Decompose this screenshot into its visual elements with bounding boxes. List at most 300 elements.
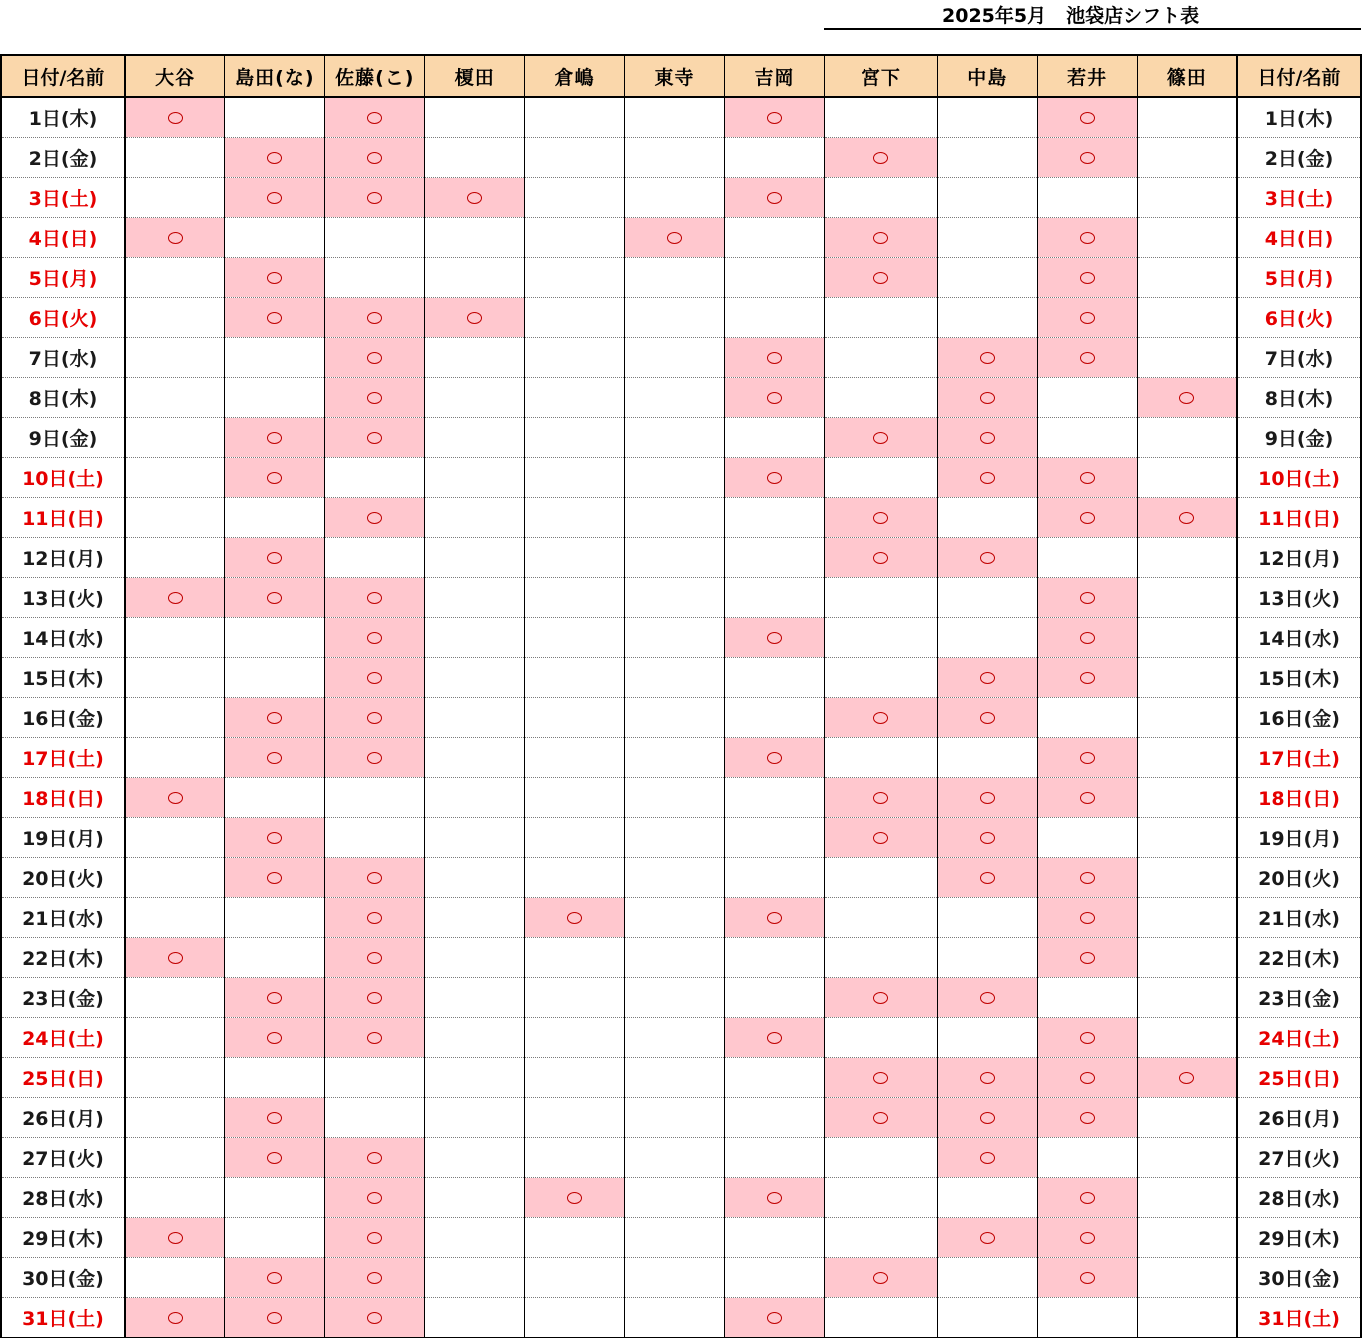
shift-cell[interactable] <box>225 138 325 178</box>
shift-cell[interactable] <box>937 978 1037 1018</box>
shift-cell[interactable] <box>824 258 937 298</box>
shift-cell[interactable] <box>225 298 325 338</box>
date-cell-left[interactable]: 12日(月) <box>1 538 125 578</box>
shift-cell[interactable] <box>425 618 525 658</box>
header-staff[interactable]: 佐藤(こ) <box>325 55 425 97</box>
shift-cell[interactable] <box>725 818 825 858</box>
shift-cell[interactable] <box>625 418 725 458</box>
shift-cell[interactable] <box>824 938 937 978</box>
shift-cell[interactable] <box>225 858 325 898</box>
shift-cell[interactable] <box>1037 1218 1137 1258</box>
shift-cell[interactable] <box>425 818 525 858</box>
shift-cell[interactable] <box>1137 97 1237 138</box>
date-cell-left[interactable]: 23日(金) <box>1 978 125 1018</box>
shift-cell[interactable] <box>325 858 425 898</box>
date-cell-right[interactable]: 9日(金) <box>1237 418 1361 458</box>
header-staff[interactable]: 宮下 <box>824 55 937 97</box>
shift-cell[interactable] <box>725 538 825 578</box>
shift-cell[interactable] <box>625 898 725 938</box>
shift-cell[interactable] <box>937 538 1037 578</box>
shift-cell[interactable] <box>425 938 525 978</box>
header-staff[interactable]: 若井 <box>1037 55 1137 97</box>
shift-cell[interactable] <box>425 858 525 898</box>
shift-cell[interactable] <box>1037 978 1137 1018</box>
shift-cell[interactable] <box>325 698 425 738</box>
shift-cell[interactable] <box>125 458 225 498</box>
shift-cell[interactable] <box>824 778 937 818</box>
shift-cell[interactable] <box>625 1178 725 1218</box>
shift-cell[interactable] <box>525 618 625 658</box>
shift-cell[interactable] <box>425 1258 525 1298</box>
shift-cell[interactable] <box>725 618 825 658</box>
date-cell-left[interactable]: 9日(金) <box>1 418 125 458</box>
shift-cell[interactable] <box>125 1018 225 1058</box>
shift-cell[interactable] <box>225 1098 325 1138</box>
shift-cell[interactable] <box>1137 1218 1237 1258</box>
shift-cell[interactable] <box>1037 698 1137 738</box>
shift-cell[interactable] <box>824 178 937 218</box>
shift-cell[interactable] <box>625 738 725 778</box>
shift-cell[interactable] <box>525 498 625 538</box>
shift-cell[interactable] <box>1137 258 1237 298</box>
shift-cell[interactable] <box>937 1298 1037 1338</box>
shift-cell[interactable] <box>225 938 325 978</box>
shift-cell[interactable] <box>525 178 625 218</box>
shift-cell[interactable] <box>525 1178 625 1218</box>
shift-cell[interactable] <box>125 1178 225 1218</box>
shift-cell[interactable] <box>937 138 1037 178</box>
shift-cell[interactable] <box>625 978 725 1018</box>
shift-cell[interactable] <box>725 1098 825 1138</box>
header-date-left[interactable]: 日付/名前 <box>1 55 125 97</box>
date-cell-right[interactable]: 29日(木) <box>1237 1218 1361 1258</box>
shift-cell[interactable] <box>937 418 1037 458</box>
shift-cell[interactable] <box>725 138 825 178</box>
shift-cell[interactable] <box>525 1058 625 1098</box>
shift-cell[interactable] <box>937 258 1037 298</box>
shift-cell[interactable] <box>1137 1178 1237 1218</box>
shift-cell[interactable] <box>725 1138 825 1178</box>
date-cell-left[interactable]: 21日(水) <box>1 898 125 938</box>
shift-cell[interactable] <box>725 1258 825 1298</box>
shift-cell[interactable] <box>625 538 725 578</box>
shift-cell[interactable] <box>225 1018 325 1058</box>
date-cell-right[interactable]: 6日(火) <box>1237 298 1361 338</box>
shift-cell[interactable] <box>225 258 325 298</box>
shift-cell[interactable] <box>1037 97 1137 138</box>
shift-cell[interactable] <box>525 818 625 858</box>
shift-cell[interactable] <box>525 938 625 978</box>
shift-cell[interactable] <box>425 698 525 738</box>
shift-cell[interactable] <box>1137 978 1237 1018</box>
shift-cell[interactable] <box>125 538 225 578</box>
shift-cell[interactable] <box>1137 138 1237 178</box>
shift-cell[interactable] <box>725 858 825 898</box>
shift-cell[interactable] <box>1137 938 1237 978</box>
date-cell-right[interactable]: 7日(水) <box>1237 338 1361 378</box>
shift-cell[interactable] <box>725 898 825 938</box>
shift-cell[interactable] <box>425 498 525 538</box>
shift-cell[interactable] <box>225 898 325 938</box>
shift-cell[interactable] <box>725 1178 825 1218</box>
shift-cell[interactable] <box>725 1298 825 1338</box>
shift-cell[interactable] <box>625 698 725 738</box>
shift-cell[interactable] <box>625 138 725 178</box>
shift-cell[interactable] <box>125 858 225 898</box>
shift-cell[interactable] <box>1137 1138 1237 1178</box>
date-cell-right[interactable]: 28日(水) <box>1237 1178 1361 1218</box>
shift-cell[interactable] <box>937 658 1037 698</box>
shift-cell[interactable] <box>937 378 1037 418</box>
shift-cell[interactable] <box>824 618 937 658</box>
shift-cell[interactable] <box>1137 898 1237 938</box>
shift-cell[interactable] <box>325 178 425 218</box>
date-cell-right[interactable]: 1日(木) <box>1237 97 1361 138</box>
date-cell-right[interactable]: 8日(木) <box>1237 378 1361 418</box>
shift-cell[interactable] <box>625 498 725 538</box>
shift-cell[interactable] <box>725 738 825 778</box>
shift-cell[interactable] <box>1037 458 1137 498</box>
date-cell-right[interactable]: 10日(土) <box>1237 458 1361 498</box>
date-cell-left[interactable]: 14日(水) <box>1 618 125 658</box>
shift-cell[interactable] <box>425 97 525 138</box>
shift-cell[interactable] <box>425 258 525 298</box>
shift-cell[interactable] <box>125 778 225 818</box>
shift-cell[interactable] <box>525 1258 625 1298</box>
header-staff[interactable]: 大谷 <box>125 55 225 97</box>
shift-cell[interactable] <box>425 1138 525 1178</box>
shift-cell[interactable] <box>525 1018 625 1058</box>
shift-cell[interactable] <box>1137 298 1237 338</box>
shift-cell[interactable] <box>325 578 425 618</box>
shift-cell[interactable] <box>725 1218 825 1258</box>
shift-cell[interactable] <box>125 578 225 618</box>
shift-cell[interactable] <box>725 778 825 818</box>
shift-cell[interactable] <box>824 378 937 418</box>
shift-cell[interactable] <box>125 618 225 658</box>
date-cell-left[interactable]: 24日(土) <box>1 1018 125 1058</box>
shift-cell[interactable] <box>425 138 525 178</box>
shift-cell[interactable] <box>625 658 725 698</box>
shift-cell[interactable] <box>425 738 525 778</box>
date-cell-left[interactable]: 22日(木) <box>1 938 125 978</box>
shift-cell[interactable] <box>725 498 825 538</box>
shift-cell[interactable] <box>325 498 425 538</box>
date-cell-left[interactable]: 16日(金) <box>1 698 125 738</box>
shift-cell[interactable] <box>425 898 525 938</box>
shift-cell[interactable] <box>1037 1178 1137 1218</box>
date-cell-right[interactable]: 12日(月) <box>1237 538 1361 578</box>
shift-cell[interactable] <box>625 1098 725 1138</box>
shift-cell[interactable] <box>824 698 937 738</box>
shift-cell[interactable] <box>824 97 937 138</box>
shift-cell[interactable] <box>625 938 725 978</box>
shift-cell[interactable] <box>625 818 725 858</box>
shift-cell[interactable] <box>525 1218 625 1258</box>
date-cell-right[interactable]: 4日(日) <box>1237 218 1361 258</box>
date-cell-right[interactable]: 13日(火) <box>1237 578 1361 618</box>
shift-cell[interactable] <box>1137 498 1237 538</box>
shift-cell[interactable] <box>824 978 937 1018</box>
shift-cell[interactable] <box>824 1098 937 1138</box>
shift-cell[interactable] <box>125 818 225 858</box>
shift-cell[interactable] <box>1037 1058 1137 1098</box>
shift-cell[interactable] <box>525 538 625 578</box>
shift-cell[interactable] <box>225 978 325 1018</box>
shift-cell[interactable] <box>625 1058 725 1098</box>
shift-cell[interactable] <box>937 498 1037 538</box>
shift-cell[interactable] <box>1037 1138 1137 1178</box>
shift-cell[interactable] <box>1137 778 1237 818</box>
date-cell-left[interactable]: 8日(木) <box>1 378 125 418</box>
shift-cell[interactable] <box>937 698 1037 738</box>
shift-cell[interactable] <box>425 418 525 458</box>
shift-cell[interactable] <box>625 298 725 338</box>
shift-cell[interactable] <box>1037 138 1137 178</box>
shift-cell[interactable] <box>125 338 225 378</box>
shift-cell[interactable] <box>937 1138 1037 1178</box>
shift-cell[interactable] <box>525 658 625 698</box>
shift-cell[interactable] <box>824 218 937 258</box>
shift-cell[interactable] <box>325 1098 425 1138</box>
shift-cell[interactable] <box>937 818 1037 858</box>
shift-cell[interactable] <box>1137 218 1237 258</box>
shift-cell[interactable] <box>125 738 225 778</box>
shift-cell[interactable] <box>824 138 937 178</box>
shift-cell[interactable] <box>824 738 937 778</box>
shift-cell[interactable] <box>625 1258 725 1298</box>
shift-cell[interactable] <box>1137 1058 1237 1098</box>
shift-cell[interactable] <box>1037 658 1137 698</box>
shift-cell[interactable] <box>824 578 937 618</box>
shift-cell[interactable] <box>525 778 625 818</box>
date-cell-left[interactable]: 31日(土) <box>1 1298 125 1338</box>
shift-cell[interactable] <box>625 778 725 818</box>
shift-cell[interactable] <box>1137 738 1237 778</box>
shift-cell[interactable] <box>425 658 525 698</box>
shift-cell[interactable] <box>625 378 725 418</box>
date-cell-right[interactable]: 30日(金) <box>1237 1258 1361 1298</box>
shift-cell[interactable] <box>225 618 325 658</box>
shift-cell[interactable] <box>1037 898 1137 938</box>
shift-cell[interactable] <box>1137 578 1237 618</box>
shift-cell[interactable] <box>937 778 1037 818</box>
shift-cell[interactable] <box>625 97 725 138</box>
shift-cell[interactable] <box>937 1258 1037 1298</box>
shift-cell[interactable] <box>1037 218 1137 258</box>
shift-cell[interactable] <box>225 1178 325 1218</box>
date-cell-left[interactable]: 6日(火) <box>1 298 125 338</box>
date-cell-left[interactable]: 17日(土) <box>1 738 125 778</box>
date-cell-left[interactable]: 25日(日) <box>1 1058 125 1098</box>
shift-cell[interactable] <box>625 338 725 378</box>
shift-cell[interactable] <box>937 618 1037 658</box>
shift-cell[interactable] <box>225 218 325 258</box>
shift-cell[interactable] <box>1137 1298 1237 1338</box>
shift-cell[interactable] <box>1037 538 1137 578</box>
shift-cell[interactable] <box>625 1218 725 1258</box>
date-cell-right[interactable]: 31日(土) <box>1237 1298 1361 1338</box>
shift-cell[interactable] <box>325 898 425 938</box>
date-cell-right[interactable]: 2日(金) <box>1237 138 1361 178</box>
shift-cell[interactable] <box>625 178 725 218</box>
shift-cell[interactable] <box>525 218 625 258</box>
shift-cell[interactable] <box>824 1178 937 1218</box>
date-cell-left[interactable]: 11日(日) <box>1 498 125 538</box>
shift-cell[interactable] <box>525 418 625 458</box>
shift-cell[interactable] <box>425 378 525 418</box>
shift-cell[interactable] <box>125 498 225 538</box>
shift-cell[interactable] <box>225 658 325 698</box>
date-cell-left[interactable]: 15日(木) <box>1 658 125 698</box>
shift-cell[interactable] <box>325 218 425 258</box>
header-date-right[interactable]: 日付/名前 <box>1237 55 1361 97</box>
shift-cell[interactable] <box>525 97 625 138</box>
date-cell-right[interactable]: 23日(金) <box>1237 978 1361 1018</box>
header-staff[interactable]: 吉岡 <box>725 55 825 97</box>
shift-cell[interactable] <box>725 338 825 378</box>
shift-cell[interactable] <box>225 698 325 738</box>
date-cell-left[interactable]: 18日(日) <box>1 778 125 818</box>
shift-cell[interactable] <box>625 218 725 258</box>
date-cell-left[interactable]: 5日(月) <box>1 258 125 298</box>
shift-cell[interactable] <box>225 538 325 578</box>
date-cell-right[interactable]: 18日(日) <box>1237 778 1361 818</box>
shift-cell[interactable] <box>525 138 625 178</box>
shift-cell[interactable] <box>525 858 625 898</box>
header-staff[interactable]: 榎田 <box>425 55 525 97</box>
shift-cell[interactable] <box>937 218 1037 258</box>
shift-cell[interactable] <box>525 338 625 378</box>
shift-cell[interactable] <box>325 658 425 698</box>
shift-cell[interactable] <box>325 738 425 778</box>
shift-cell[interactable] <box>1137 458 1237 498</box>
shift-cell[interactable] <box>125 1138 225 1178</box>
shift-cell[interactable] <box>525 898 625 938</box>
shift-cell[interactable] <box>625 1298 725 1338</box>
shift-cell[interactable] <box>125 258 225 298</box>
shift-cell[interactable] <box>1037 178 1137 218</box>
shift-cell[interactable] <box>824 1218 937 1258</box>
date-cell-left[interactable]: 4日(日) <box>1 218 125 258</box>
date-cell-right[interactable]: 27日(火) <box>1237 1138 1361 1178</box>
shift-cell[interactable] <box>425 338 525 378</box>
shift-cell[interactable] <box>725 418 825 458</box>
shift-cell[interactable] <box>425 1018 525 1058</box>
shift-cell[interactable] <box>325 978 425 1018</box>
shift-cell[interactable] <box>824 498 937 538</box>
shift-cell[interactable] <box>1137 658 1237 698</box>
shift-cell[interactable] <box>225 418 325 458</box>
shift-cell[interactable] <box>824 818 937 858</box>
shift-cell[interactable] <box>225 458 325 498</box>
shift-cell[interactable] <box>225 498 325 538</box>
shift-cell[interactable] <box>725 258 825 298</box>
shift-cell[interactable] <box>425 1178 525 1218</box>
shift-cell[interactable] <box>824 1258 937 1298</box>
shift-cell[interactable] <box>125 658 225 698</box>
shift-cell[interactable] <box>325 1138 425 1178</box>
shift-cell[interactable] <box>325 1258 425 1298</box>
shift-cell[interactable] <box>325 1218 425 1258</box>
shift-cell[interactable] <box>525 1138 625 1178</box>
shift-cell[interactable] <box>625 458 725 498</box>
shift-cell[interactable] <box>824 458 937 498</box>
shift-cell[interactable] <box>325 378 425 418</box>
shift-cell[interactable] <box>937 97 1037 138</box>
shift-cell[interactable] <box>325 138 425 178</box>
shift-cell[interactable] <box>824 658 937 698</box>
shift-cell[interactable] <box>725 698 825 738</box>
shift-cell[interactable] <box>824 1298 937 1338</box>
shift-cell[interactable] <box>1037 618 1137 658</box>
shift-cell[interactable] <box>1137 818 1237 858</box>
shift-cell[interactable] <box>937 338 1037 378</box>
header-staff[interactable]: 東寺 <box>625 55 725 97</box>
shift-cell[interactable] <box>525 978 625 1018</box>
date-cell-left[interactable]: 20日(火) <box>1 858 125 898</box>
shift-cell[interactable] <box>824 1058 937 1098</box>
date-cell-right[interactable]: 21日(水) <box>1237 898 1361 938</box>
shift-cell[interactable] <box>525 578 625 618</box>
header-staff[interactable]: 倉嶋 <box>525 55 625 97</box>
shift-cell[interactable] <box>425 218 525 258</box>
shift-cell[interactable] <box>225 818 325 858</box>
shift-cell[interactable] <box>1037 1258 1137 1298</box>
date-cell-left[interactable]: 3日(土) <box>1 178 125 218</box>
shift-cell[interactable] <box>725 978 825 1018</box>
shift-cell[interactable] <box>525 1098 625 1138</box>
shift-cell[interactable] <box>425 778 525 818</box>
shift-cell[interactable] <box>725 378 825 418</box>
date-cell-left[interactable]: 29日(木) <box>1 1218 125 1258</box>
shift-cell[interactable] <box>625 578 725 618</box>
date-cell-right[interactable]: 25日(日) <box>1237 1058 1361 1098</box>
shift-cell[interactable] <box>824 338 937 378</box>
shift-cell[interactable] <box>425 1098 525 1138</box>
shift-cell[interactable] <box>1137 1258 1237 1298</box>
shift-cell[interactable] <box>725 298 825 338</box>
shift-cell[interactable] <box>325 1178 425 1218</box>
shift-cell[interactable] <box>824 418 937 458</box>
shift-cell[interactable] <box>1037 1098 1137 1138</box>
shift-cell[interactable] <box>425 978 525 1018</box>
shift-cell[interactable] <box>325 97 425 138</box>
shift-cell[interactable] <box>225 578 325 618</box>
shift-cell[interactable] <box>1037 1018 1137 1058</box>
shift-cell[interactable] <box>937 938 1037 978</box>
shift-cell[interactable] <box>625 258 725 298</box>
shift-cell[interactable] <box>425 458 525 498</box>
shift-cell[interactable] <box>125 418 225 458</box>
shift-cell[interactable] <box>425 178 525 218</box>
shift-cell[interactable] <box>725 218 825 258</box>
shift-cell[interactable] <box>225 178 325 218</box>
date-cell-right[interactable]: 22日(木) <box>1237 938 1361 978</box>
shift-cell[interactable] <box>525 458 625 498</box>
date-cell-right[interactable]: 11日(日) <box>1237 498 1361 538</box>
shift-cell[interactable] <box>937 178 1037 218</box>
shift-cell[interactable] <box>125 178 225 218</box>
date-cell-right[interactable]: 26日(月) <box>1237 1098 1361 1138</box>
shift-cell[interactable] <box>325 938 425 978</box>
shift-cell[interactable] <box>725 458 825 498</box>
shift-cell[interactable] <box>525 738 625 778</box>
date-cell-left[interactable]: 27日(火) <box>1 1138 125 1178</box>
shift-cell[interactable] <box>225 378 325 418</box>
shift-cell[interactable] <box>1037 938 1137 978</box>
shift-cell[interactable] <box>125 1098 225 1138</box>
